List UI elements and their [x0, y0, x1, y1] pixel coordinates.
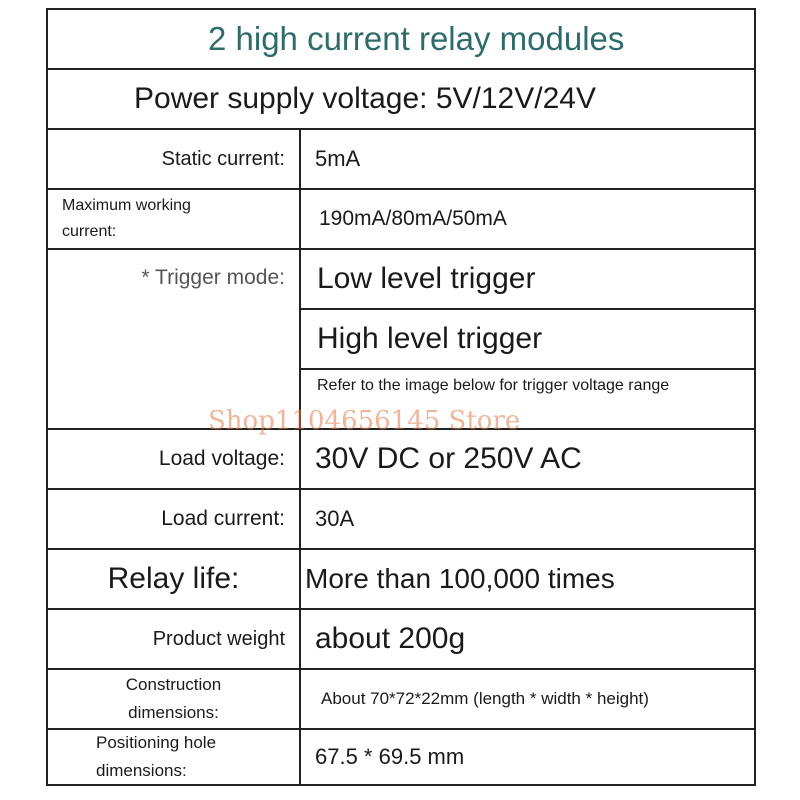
page-title: 2 high current relay modules: [208, 20, 625, 57]
load-voltage-row: [48, 430, 754, 490]
product-weight-value: about 200g: [315, 622, 466, 655]
trigger-option-low: Low level trigger: [301, 250, 754, 310]
construction-dimensions-value: About 70*72*22mm (length * width * height): [321, 689, 649, 708]
spec-table: [46, 8, 756, 786]
load-voltage-value: 30V DC or 250V AC: [315, 442, 582, 475]
positioning-hole-row: [48, 730, 754, 784]
load-voltage-label: Load voltage:: [48, 430, 301, 488]
construction-dimensions-label: Construction dimensions:: [48, 670, 301, 728]
trigger-voltage-note: Refer to the image below for trigger voltage range: [317, 377, 670, 394]
trigger-mode-label: * Trigger mode:: [48, 250, 301, 428]
relay-life-value: More than 100,000 times: [305, 563, 615, 594]
construction-dimensions-row: [48, 670, 754, 730]
positioning-hole-value: 67.5 * 69.5 mm: [315, 744, 465, 769]
max-working-current-label: Maximum working current:: [48, 190, 301, 248]
trigger-option-high: High level trigger: [301, 310, 754, 370]
product-weight-row: [48, 610, 754, 670]
load-current-value: 30A: [315, 506, 355, 531]
static-current-label: Static current:: [48, 130, 301, 188]
store-watermark: Shop1104656145 Store: [208, 406, 521, 436]
title-row: [48, 10, 754, 70]
max-working-current-row: [48, 190, 754, 250]
trigger-mode-block: [48, 250, 754, 430]
static-current-row: [48, 130, 754, 190]
positioning-hole-label: Positioning hole dimensions:: [48, 730, 301, 784]
power-supply-row: [48, 70, 754, 130]
power-supply-text: Power supply voltage: 5V/12V/24V: [134, 82, 596, 115]
relay-life-row: [48, 550, 754, 610]
relay-life-label: Relay life:: [48, 550, 301, 608]
product-weight-label: Product weight: [48, 610, 301, 668]
max-working-current-value: 190mA/80mA/50mA: [319, 207, 507, 230]
load-current-row: [48, 490, 754, 550]
load-current-label: Load current:: [48, 490, 301, 548]
static-current-value: 5mA: [315, 146, 361, 171]
